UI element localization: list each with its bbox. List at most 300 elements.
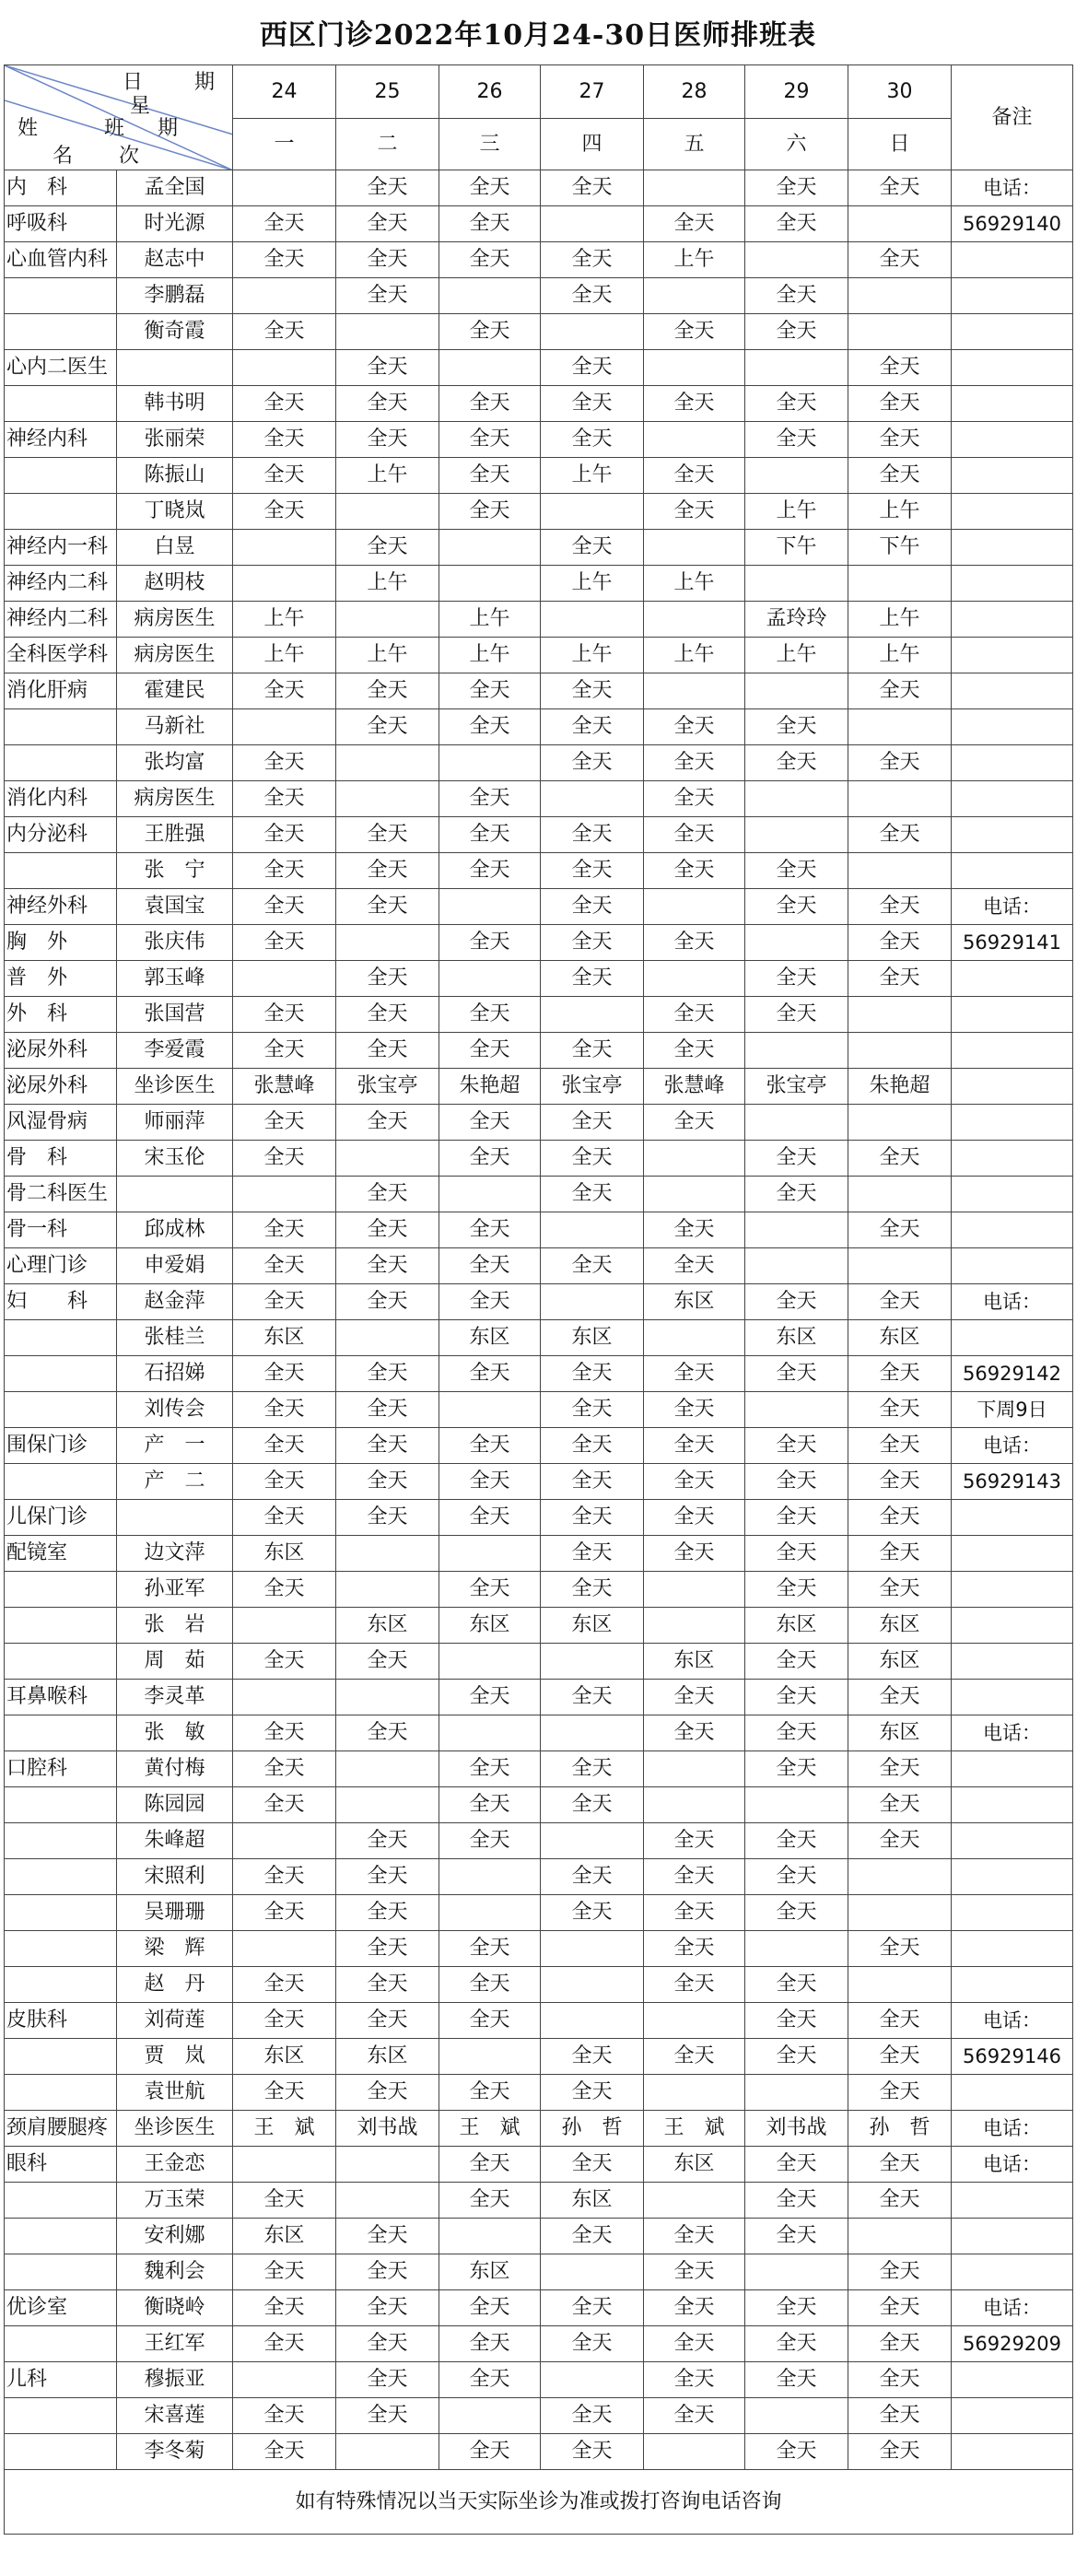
shift-cell: 东区 <box>233 2219 336 2254</box>
note-cell: 电话： <box>952 2003 1073 2039</box>
department-cell: 口腔科 <box>5 1751 117 1787</box>
shift-cell: 全天 <box>644 206 745 242</box>
shift-cell: 全天 <box>745 2326 848 2362</box>
doctor-name-cell: 万玉荣 <box>117 2183 233 2219</box>
shift-cell: 东区 <box>336 2039 439 2075</box>
shift-cell: 全天 <box>644 1680 745 1715</box>
shift-cell: 全天 <box>439 2362 541 2398</box>
department-cell <box>5 2434 117 2470</box>
shift-cell <box>233 278 336 314</box>
shift-cell: 全天 <box>541 278 644 314</box>
note-cell <box>952 1787 1073 1823</box>
shift-cell <box>541 1823 644 1859</box>
schedule-row <box>5 1608 1073 1644</box>
note-cell <box>952 1536 1073 1572</box>
shift-cell <box>848 1033 952 1069</box>
shift-cell <box>439 2039 541 2075</box>
shift-cell <box>848 1967 952 2003</box>
department-cell <box>5 458 117 494</box>
header-date: 25 <box>336 65 439 119</box>
corner-label-ban: 班 <box>104 117 125 140</box>
shift-cell: 上午 <box>644 566 745 602</box>
shift-cell: 全天 <box>439 2434 541 2470</box>
shift-cell: 全天 <box>541 1464 644 1500</box>
shift-cell: 孙 哲 <box>541 2111 644 2147</box>
department-cell <box>5 745 117 781</box>
shift-cell <box>644 1141 745 1177</box>
note-cell <box>952 853 1073 889</box>
schedule-row <box>5 350 1073 386</box>
shift-cell: 全天 <box>541 2147 644 2183</box>
shift-cell: 全天 <box>233 2398 336 2434</box>
note-cell <box>952 1608 1073 1644</box>
doctor-name-cell: 王金恋 <box>117 2147 233 2183</box>
shift-cell <box>336 925 439 961</box>
shift-cell: 全天 <box>541 1572 644 1608</box>
shift-cell: 全天 <box>336 1356 439 1392</box>
schedule-row <box>5 2183 1073 2219</box>
department-cell: 神经内二科 <box>5 602 117 638</box>
shift-cell: 全天 <box>336 1105 439 1141</box>
shift-cell <box>439 961 541 997</box>
department-cell <box>5 1931 117 1967</box>
shift-cell: 孙 哲 <box>848 2111 952 2147</box>
department-cell: 外 科 <box>5 997 117 1033</box>
shift-cell <box>541 2254 644 2290</box>
shift-cell: 全天 <box>745 206 848 242</box>
shift-cell: 全天 <box>848 2434 952 2470</box>
shift-cell: 全天 <box>644 817 745 853</box>
department-cell <box>5 2326 117 2362</box>
shift-cell: 东区 <box>336 1608 439 1644</box>
shift-cell: 上午 <box>745 638 848 673</box>
schedule-row <box>5 1392 1073 1428</box>
shift-cell <box>439 350 541 386</box>
department-cell: 普 外 <box>5 961 117 997</box>
note-cell <box>952 494 1073 530</box>
shift-cell: 上午 <box>848 638 952 673</box>
schedule-row <box>5 1931 1073 1967</box>
shift-cell <box>644 1608 745 1644</box>
shift-cell: 全天 <box>233 1859 336 1895</box>
shift-cell <box>644 961 745 997</box>
note-cell <box>952 1895 1073 1931</box>
shift-cell <box>541 1644 644 1680</box>
schedule-row <box>5 170 1073 206</box>
shift-cell <box>336 602 439 638</box>
shift-cell: 全天 <box>336 709 439 745</box>
shift-cell: 全天 <box>848 673 952 709</box>
shift-cell: 全天 <box>439 494 541 530</box>
note-cell: 下周9日 <box>952 1392 1073 1428</box>
shift-cell: 全天 <box>233 1428 336 1464</box>
shift-cell: 全天 <box>848 242 952 278</box>
note-cell <box>952 1572 1073 1608</box>
shift-cell: 全天 <box>439 1248 541 1284</box>
department-cell: 骨一科 <box>5 1212 117 1248</box>
shift-cell <box>439 1859 541 1895</box>
shift-cell <box>848 206 952 242</box>
shift-cell: 张宝亭 <box>541 1069 644 1105</box>
doctor-name-cell: 李灵革 <box>117 1680 233 1715</box>
schedule-row <box>5 1680 1073 1715</box>
shift-cell: 全天 <box>541 961 644 997</box>
department-cell <box>5 1787 117 1823</box>
schedule-body <box>5 170 1073 2470</box>
shift-cell: 全天 <box>336 350 439 386</box>
doctor-name-cell: 赵金萍 <box>117 1284 233 1320</box>
header-date: 28 <box>644 65 745 119</box>
shift-cell: 全天 <box>745 170 848 206</box>
shift-cell: 全天 <box>541 2398 644 2434</box>
shift-cell: 全天 <box>644 745 745 781</box>
shift-cell <box>233 170 336 206</box>
shift-cell: 全天 <box>848 1787 952 1823</box>
doctor-name-cell: 赵明枝 <box>117 566 233 602</box>
shift-cell: 全天 <box>233 1392 336 1428</box>
shift-cell: 全天 <box>336 386 439 422</box>
shift-cell: 全天 <box>541 1787 644 1823</box>
schedule-row <box>5 1284 1073 1320</box>
shift-cell: 全天 <box>541 1895 644 1931</box>
corner-label-qi-mid: 期 <box>158 117 179 140</box>
doctor-name-cell: 白昱 <box>117 530 233 566</box>
shift-cell <box>233 2362 336 2398</box>
shift-cell: 全天 <box>848 961 952 997</box>
schedule-row <box>5 2362 1073 2398</box>
shift-cell: 全天 <box>336 422 439 458</box>
shift-cell <box>745 673 848 709</box>
shift-cell: 全天 <box>336 530 439 566</box>
shift-cell: 全天 <box>233 1284 336 1320</box>
shift-cell: 全天 <box>336 278 439 314</box>
shift-cell: 上午 <box>745 494 848 530</box>
corner-label-xing-name: 姓 <box>18 117 39 140</box>
shift-cell <box>336 1787 439 1823</box>
note-cell <box>952 1931 1073 1967</box>
shift-cell <box>745 817 848 853</box>
schedule-row <box>5 1967 1073 2003</box>
shift-cell: 东区 <box>848 1644 952 1680</box>
doctor-name-cell: 丁晓岚 <box>117 494 233 530</box>
shift-cell <box>848 709 952 745</box>
shift-cell <box>745 350 848 386</box>
schedule-row <box>5 206 1073 242</box>
shift-cell <box>336 1572 439 1608</box>
department-cell <box>5 1823 117 1859</box>
shift-cell: 全天 <box>336 817 439 853</box>
note-cell: 电话： <box>952 2290 1073 2326</box>
schedule-row <box>5 961 1073 997</box>
doctor-name-cell: 张桂兰 <box>117 1320 233 1356</box>
shift-cell: 全天 <box>541 386 644 422</box>
doctor-name-cell: 时光源 <box>117 206 233 242</box>
department-cell: 风湿骨病 <box>5 1105 117 1141</box>
shift-cell: 全天 <box>541 2326 644 2362</box>
shift-cell: 王 斌 <box>233 2111 336 2147</box>
shift-cell: 全天 <box>541 817 644 853</box>
shift-cell: 全天 <box>848 1823 952 1859</box>
shift-cell <box>644 889 745 925</box>
shift-cell: 全天 <box>745 745 848 781</box>
header-date: 27 <box>541 65 644 119</box>
shift-cell: 全天 <box>439 1212 541 1248</box>
shift-cell: 全天 <box>745 1680 848 1715</box>
schedule-row <box>5 1859 1073 1895</box>
department-cell <box>5 1895 117 1931</box>
shift-cell: 全天 <box>848 925 952 961</box>
shift-cell: 全天 <box>745 961 848 997</box>
department-cell: 骨二科医生 <box>5 1177 117 1212</box>
shift-cell: 全天 <box>439 1751 541 1787</box>
shift-cell <box>644 1177 745 1212</box>
note-cell: 电话： <box>952 2147 1073 2183</box>
shift-cell: 东区 <box>541 1608 644 1644</box>
shift-cell: 全天 <box>336 206 439 242</box>
note-cell <box>952 817 1073 853</box>
department-cell <box>5 1464 117 1500</box>
shift-cell: 全天 <box>848 2326 952 2362</box>
schedule-row <box>5 1464 1073 1500</box>
shift-cell: 全天 <box>541 530 644 566</box>
shift-cell: 全天 <box>336 1859 439 1895</box>
shift-cell: 全天 <box>745 1464 848 1500</box>
shift-cell: 上午 <box>644 638 745 673</box>
department-cell: 神经内一科 <box>5 530 117 566</box>
department-cell: 全科医学科 <box>5 638 117 673</box>
shift-cell <box>745 1931 848 1967</box>
doctor-name-cell: 王红军 <box>117 2326 233 2362</box>
shift-cell <box>745 2398 848 2434</box>
shift-cell <box>745 2254 848 2290</box>
corner-label-qi-top: 期 <box>194 71 216 94</box>
schedule-row <box>5 2003 1073 2039</box>
shift-cell: 全天 <box>233 1212 336 1248</box>
shift-cell: 全天 <box>745 2434 848 2470</box>
note-cell <box>952 1141 1073 1177</box>
shift-cell: 全天 <box>336 2075 439 2111</box>
department-cell <box>5 1715 117 1751</box>
shift-cell: 全天 <box>233 745 336 781</box>
header-weekday: 六 <box>745 119 848 170</box>
shift-cell <box>848 1105 952 1141</box>
note-cell <box>952 1823 1073 1859</box>
shift-cell: 全天 <box>336 2398 439 2434</box>
shift-cell: 全天 <box>336 1895 439 1931</box>
shift-cell: 全天 <box>439 2147 541 2183</box>
shift-cell: 全天 <box>745 2362 848 2398</box>
shift-cell: 全天 <box>233 458 336 494</box>
shift-cell: 全天 <box>644 853 745 889</box>
shift-cell: 东区 <box>541 1320 644 1356</box>
department-cell <box>5 709 117 745</box>
header-date: 24 <box>233 65 336 119</box>
schedule-row <box>5 2075 1073 2111</box>
department-cell <box>5 2075 117 2111</box>
shift-cell: 全天 <box>644 2039 745 2075</box>
shift-cell: 全天 <box>233 925 336 961</box>
note-cell <box>952 781 1073 817</box>
schedule-row <box>5 1248 1073 1284</box>
shift-cell: 全天 <box>644 1464 745 1500</box>
shift-cell <box>439 745 541 781</box>
doctor-name-cell: 魏利会 <box>117 2254 233 2290</box>
shift-cell: 东区 <box>439 2254 541 2290</box>
shift-cell <box>745 781 848 817</box>
note-cell: 56929143 <box>952 1464 1073 1500</box>
shift-cell: 全天 <box>541 170 644 206</box>
header-weekday: 四 <box>541 119 644 170</box>
shift-cell: 全天 <box>644 1536 745 1572</box>
shift-cell <box>541 1931 644 1967</box>
department-cell <box>5 386 117 422</box>
department-cell: 泌尿外科 <box>5 1033 117 1069</box>
shift-cell: 全天 <box>233 1033 336 1069</box>
shift-cell <box>233 1823 336 1859</box>
shift-cell: 全天 <box>541 1105 644 1141</box>
shift-cell: 全天 <box>233 2254 336 2290</box>
shift-cell: 全天 <box>439 2003 541 2039</box>
shift-cell: 全天 <box>541 1392 644 1428</box>
shift-cell: 全天 <box>541 1177 644 1212</box>
shift-cell: 全天 <box>644 1967 745 2003</box>
schedule-row <box>5 997 1073 1033</box>
shift-cell <box>644 422 745 458</box>
shift-cell: 全天 <box>541 1751 644 1787</box>
shift-cell: 上午 <box>848 602 952 638</box>
department-cell: 呼吸科 <box>5 206 117 242</box>
shift-cell: 全天 <box>644 386 745 422</box>
doctor-name-cell: 边文萍 <box>117 1536 233 1572</box>
shift-cell: 全天 <box>644 1895 745 1931</box>
doctor-name-cell: 李爱霞 <box>117 1033 233 1069</box>
shift-cell <box>848 566 952 602</box>
shift-cell <box>541 1212 644 1248</box>
shift-cell: 下午 <box>848 530 952 566</box>
shift-cell <box>848 314 952 350</box>
shift-cell: 全天 <box>745 1715 848 1751</box>
shift-cell: 全天 <box>644 781 745 817</box>
shift-cell <box>644 2434 745 2470</box>
shift-cell: 全天 <box>336 2003 439 2039</box>
shift-cell: 全天 <box>233 2326 336 2362</box>
shift-cell: 全天 <box>336 673 439 709</box>
shift-cell <box>439 566 541 602</box>
shift-cell: 全天 <box>233 853 336 889</box>
doctor-name-cell: 朱峰超 <box>117 1823 233 1859</box>
shift-cell <box>848 781 952 817</box>
note-cell <box>952 1320 1073 1356</box>
shift-cell <box>233 566 336 602</box>
shift-cell <box>439 1536 541 1572</box>
shift-cell: 全天 <box>745 1572 848 1608</box>
department-cell: 心血管内科 <box>5 242 117 278</box>
note-cell <box>952 242 1073 278</box>
shift-cell <box>848 1177 952 1212</box>
doctor-name-cell: 张 宁 <box>117 853 233 889</box>
doctor-name-cell <box>117 350 233 386</box>
department-cell <box>5 1320 117 1356</box>
header-weekday: 二 <box>336 119 439 170</box>
shift-cell <box>439 1177 541 1212</box>
shift-cell: 东区 <box>233 1536 336 1572</box>
doctor-name-cell: 马新社 <box>117 709 233 745</box>
shift-cell <box>745 925 848 961</box>
note-cell <box>952 2434 1073 2470</box>
note-cell <box>952 961 1073 997</box>
doctor-name-cell: 赵 丹 <box>117 1967 233 2003</box>
shift-cell: 全天 <box>848 1680 952 1715</box>
shift-cell: 全天 <box>745 1895 848 1931</box>
note-cell <box>952 1177 1073 1212</box>
shift-cell <box>644 1320 745 1356</box>
department-cell <box>5 853 117 889</box>
shift-cell: 全天 <box>439 1823 541 1859</box>
shift-cell: 全天 <box>848 2039 952 2075</box>
shift-cell <box>541 997 644 1033</box>
shift-cell <box>644 1787 745 1823</box>
shift-cell: 全天 <box>336 1967 439 2003</box>
shift-cell: 全天 <box>336 170 439 206</box>
shift-cell: 全天 <box>541 2039 644 2075</box>
doctor-name-cell: 张均富 <box>117 745 233 781</box>
shift-cell <box>233 709 336 745</box>
shift-cell <box>439 1392 541 1428</box>
department-cell <box>5 2398 117 2434</box>
shift-cell <box>644 350 745 386</box>
shift-cell: 上午 <box>644 242 745 278</box>
shift-cell: 上午 <box>336 638 439 673</box>
shift-cell: 全天 <box>336 1033 439 1069</box>
shift-cell <box>336 314 439 350</box>
shift-cell: 全天 <box>336 1715 439 1751</box>
note-cell <box>952 386 1073 422</box>
shift-cell: 全天 <box>541 1248 644 1284</box>
shift-cell <box>541 2362 644 2398</box>
shift-cell: 全天 <box>233 1967 336 2003</box>
schedule-row <box>5 817 1073 853</box>
shift-cell: 全天 <box>541 2434 644 2470</box>
shift-cell: 全天 <box>439 1572 541 1608</box>
shift-cell: 全天 <box>644 1212 745 1248</box>
schedule-table <box>4 64 1073 2535</box>
doctor-name-cell <box>117 1500 233 1536</box>
shift-cell: 全天 <box>541 1680 644 1715</box>
doctor-name-cell: 产 一 <box>117 1428 233 1464</box>
shift-cell: 全天 <box>439 242 541 278</box>
shift-cell <box>439 889 541 925</box>
note-cell: 电话： <box>952 2111 1073 2147</box>
note-cell <box>952 1069 1073 1105</box>
schedule-row <box>5 2434 1073 2470</box>
schedule-row <box>5 386 1073 422</box>
schedule-row <box>5 1715 1073 1751</box>
shift-cell: 全天 <box>439 1967 541 2003</box>
shift-cell <box>848 853 952 889</box>
shift-cell: 全天 <box>233 494 336 530</box>
shift-cell: 张慧峰 <box>644 1069 745 1105</box>
department-cell: 耳鼻喉科 <box>5 1680 117 1715</box>
shift-cell: 全天 <box>233 1644 336 1680</box>
note-cell <box>952 638 1073 673</box>
shift-cell: 全天 <box>644 1500 745 1536</box>
shift-cell: 全天 <box>233 1248 336 1284</box>
schedule-row <box>5 1177 1073 1212</box>
shift-cell: 全天 <box>848 745 952 781</box>
shift-cell: 全天 <box>233 2003 336 2039</box>
shift-cell: 上午 <box>541 638 644 673</box>
shift-cell: 全天 <box>233 1141 336 1177</box>
